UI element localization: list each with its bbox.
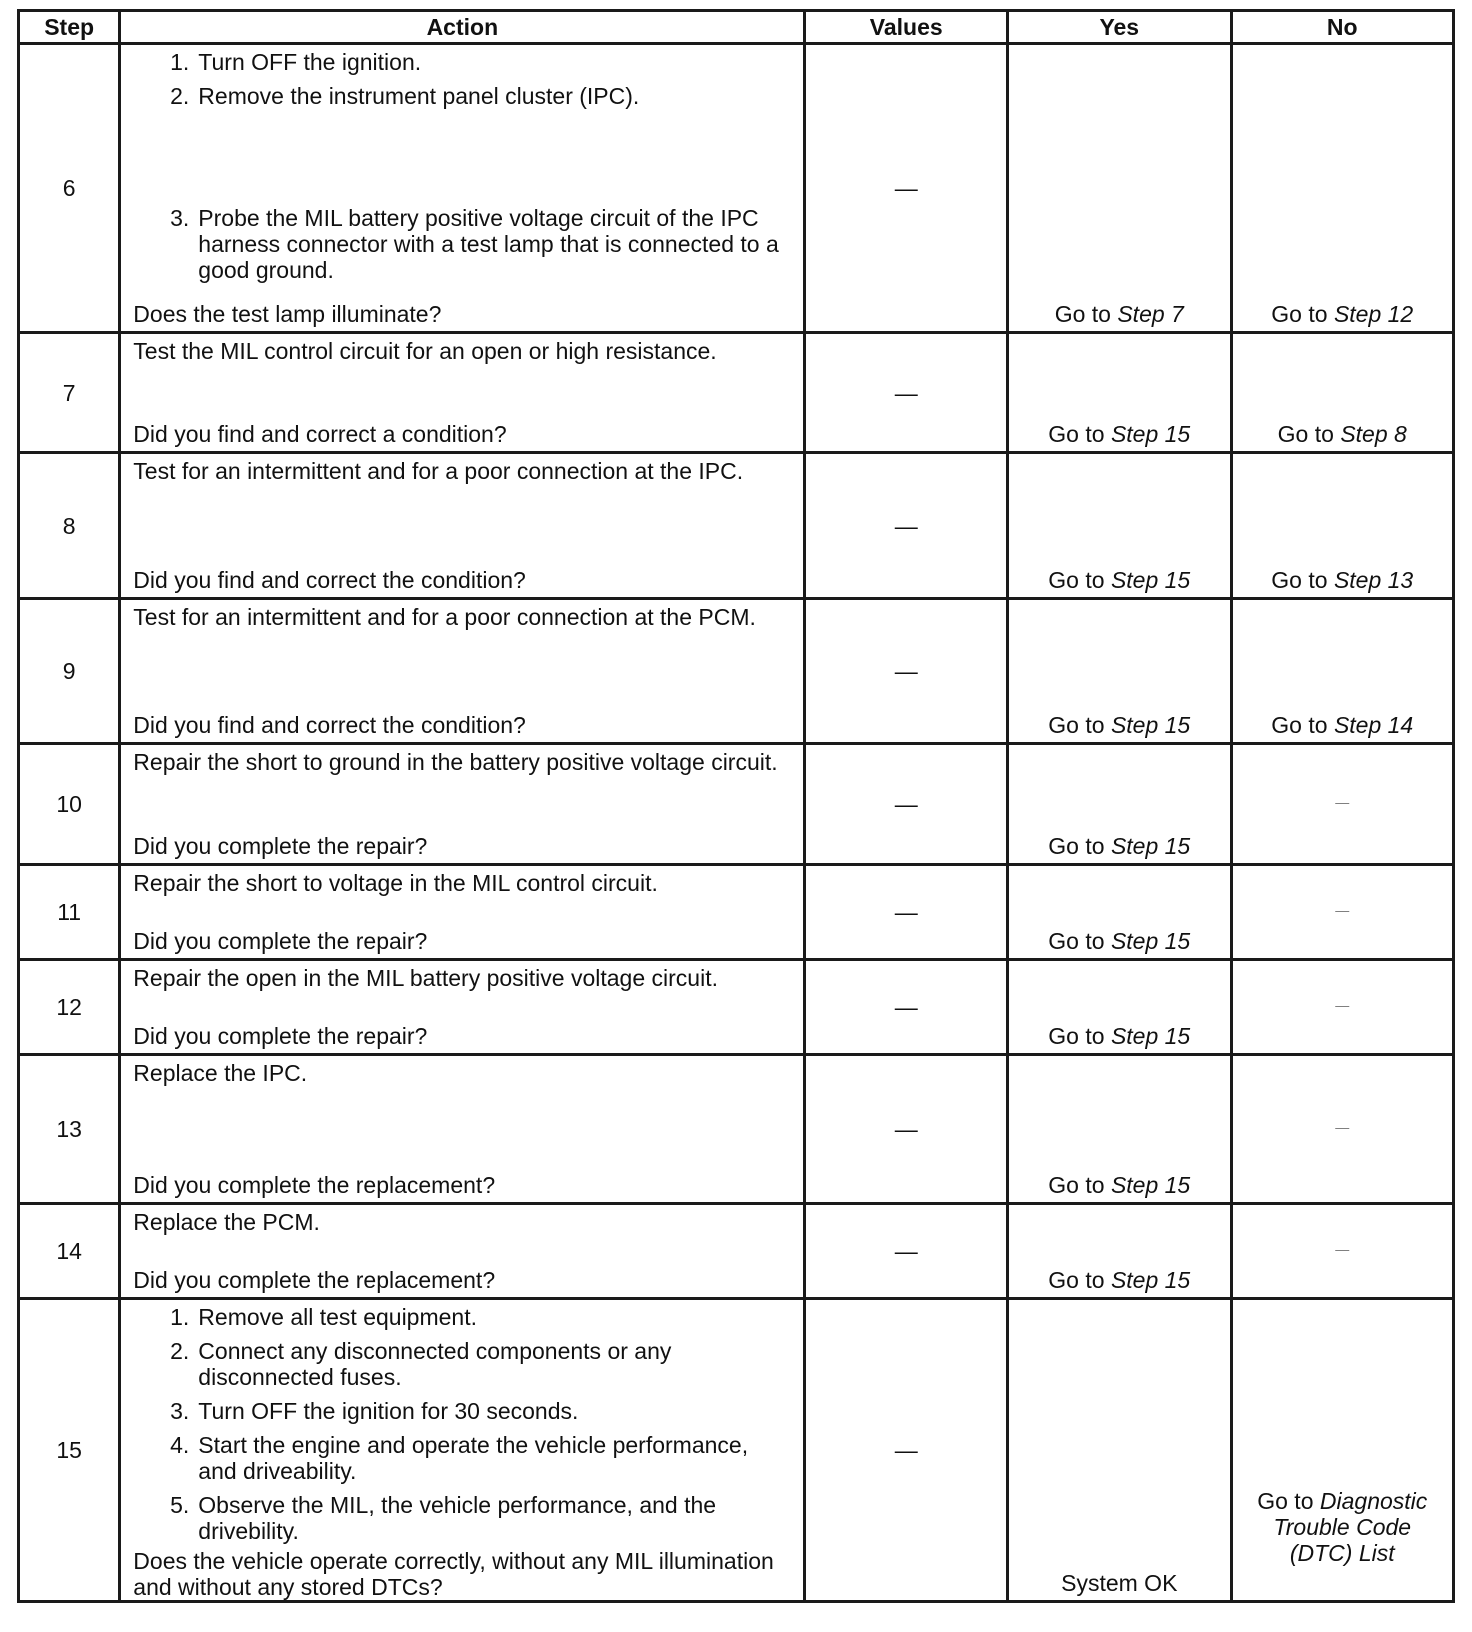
yes-cell [1008,453,1232,599]
action-steps [133,49,791,287]
list-item: 4. Start the engine and operate the vehicle performance, and driveability. [170,1432,749,1484]
values-cell [805,1055,1008,1204]
action-text: Repair the open in the MIL battery positive voltage circuit. [133,965,718,991]
step-number: 7 [19,333,120,453]
action-text: Replace the IPC. [133,1060,308,1086]
values-dash: — [894,791,918,817]
table-row [19,1055,1454,1204]
action-cell [120,599,805,744]
go-to-prefix: Go to [1048,567,1105,593]
action-text: Repair the short to voltage in the MIL control circuit. [133,870,658,896]
values-dash: — [894,175,918,201]
action-cell [120,44,805,333]
table-row [19,865,1454,960]
action-question: Did you complete the repair? [133,833,428,859]
values-cell [805,960,1008,1055]
list-item: 5. Observe the MIL, the vehicle performance, and the drivebility. [170,1492,717,1544]
list-item: 3. Probe the MIL battery positive voltage circuit of the IPC harness connector with a test lamp that is connected to a good ground. [170,205,779,283]
values-cell [805,744,1008,865]
action-text: Repair the short to ground in the battery positive voltage circuit. [133,749,778,775]
step-number: 12 [19,960,120,1055]
action-cell [120,453,805,599]
no-link[interactable]: Diagnostic Trouble Code (DTC) List [1273,1488,1428,1566]
table-row [19,744,1454,865]
step-number: 9 [19,599,120,744]
no-cell [1231,333,1453,453]
action-question: Did you find and correct a condition? [133,421,507,447]
values-cell [805,599,1008,744]
header-row [19,11,1454,44]
yes-cell [1008,1299,1232,1602]
list-item: 1. Turn OFF the ignition. [170,49,422,75]
action-cell [120,960,805,1055]
go-to-prefix: Go to [1048,1023,1105,1049]
values-dash: — [894,1116,918,1142]
action-question: Did you complete the repair? [133,928,428,954]
values-dash: — [894,899,918,925]
values-dash: — [894,379,918,406]
action-cell [120,1299,805,1602]
no-link[interactable]: Step 12 [1333,301,1414,327]
table-row [19,333,1454,453]
no-cell [1231,599,1453,744]
diagnostic-table [17,9,1455,1603]
no-link[interactable]: Step 14 [1333,712,1414,738]
no-link[interactable]: Step 13 [1333,567,1414,593]
action-cell [120,333,805,453]
no-cell [1231,1055,1453,1204]
action-cell [120,1055,805,1204]
table-row [19,960,1454,1055]
no-cell [1231,865,1453,960]
action-question: Did you find and correct the condition? [133,712,526,738]
go-to-prefix: Go to [1048,421,1105,447]
values-cell [805,1299,1008,1602]
yes-cell [1008,333,1232,453]
go-to-prefix: Go to [1271,567,1328,593]
yes-link[interactable]: Step 15 [1110,928,1191,954]
no-dash: — [1335,1119,1350,1135]
no-cell [1231,744,1453,865]
no-link[interactable]: Step 8 [1340,421,1407,447]
yes-cell [1008,865,1232,960]
values-cell [805,1204,1008,1299]
go-to-prefix: Go to [1048,928,1105,954]
go-to-prefix: Go to [1271,712,1328,738]
go-to-prefix: Go to [1277,421,1334,447]
step-number: 11 [19,865,120,960]
list-item: 2. Connect any disconnected components or any disconnected fuses. [170,1338,672,1390]
values-dash: — [894,994,918,1020]
action-text: Test for an intermittent and for a poor connection at the IPC. [133,458,744,484]
table-row [19,1299,1454,1602]
no-cell [1231,960,1453,1055]
values-cell [805,44,1008,333]
list-item: 1. Remove all test equipment. [170,1304,477,1330]
table-row [19,1204,1454,1299]
yes-link[interactable]: Step 15 [1110,712,1191,738]
go-to-prefix: Go to [1054,301,1111,327]
action-text: Test for an intermittent and for a poor connection at the PCM. [133,604,756,630]
no-cell [1231,44,1453,333]
action-text: Replace the PCM. [133,1209,320,1235]
go-to-prefix: Go to [1257,1488,1314,1514]
action-cell [120,744,805,865]
step-number: 13 [19,1055,120,1204]
yes-cell [1008,744,1232,865]
values-dash: — [894,1238,918,1264]
go-to-prefix: Go to [1048,833,1105,859]
action-question: Did you complete the replacement? [133,1172,496,1198]
values-cell [805,865,1008,960]
action-question: Does the test lamp illuminate? [133,301,442,327]
go-to-prefix: Go to [1048,1172,1105,1198]
yes-cell [1008,44,1232,333]
values-dash: — [894,1437,918,1463]
action-question: Does the vehicle operate correctly, without any MIL illumination and without any stored DTCs? [133,1548,774,1600]
values-dash: — [894,512,918,539]
step-number: 14 [19,1204,120,1299]
values-cell [805,333,1008,453]
values-cell [805,453,1008,599]
action-question: Did you find and correct the condition? [133,567,526,593]
list-item: 2. Remove the instrument panel cluster (IPC). [170,83,640,109]
no-dash: — [1335,902,1350,918]
table-row [19,453,1454,599]
action-question: Did you complete the repair? [133,1023,428,1049]
step-number: 6 [19,44,120,333]
values-dash: — [894,658,918,684]
header-step: Step [19,11,120,44]
action-question: Did you complete the replacement? [133,1267,496,1293]
yes-cell [1008,1055,1232,1204]
step-number: 8 [19,453,120,599]
action-cell [120,1204,805,1299]
action-steps [133,1304,791,1548]
header-values: Values [805,11,1008,44]
no-dash: — [1335,1241,1350,1257]
yes-cell [1008,1204,1232,1299]
go-to-prefix: Go to [1271,301,1328,327]
yes-link[interactable]: Step 15 [1110,1172,1191,1198]
yes-link[interactable]: Step 15 [1110,1023,1191,1049]
yes-cell [1008,599,1232,744]
header-action: Action [120,11,805,44]
yes-link[interactable]: Step 7 [1117,301,1184,327]
yes-link[interactable]: Step 15 [1110,421,1191,447]
go-to-prefix: Go to [1048,712,1105,738]
yes-link[interactable]: Step 15 [1110,1267,1191,1293]
diagnostic-table-container [17,9,1455,1603]
no-dash: — [1335,794,1350,810]
no-cell [1231,453,1453,599]
action-cell [120,865,805,960]
yes-link[interactable]: Step 15 [1110,567,1191,593]
go-to-prefix: Go to [1048,1267,1105,1293]
header-no: No [1231,11,1453,44]
action-text: Test the MIL control circuit for an open or high resistance. [133,338,717,364]
table-row [19,44,1454,333]
header-yes: Yes [1008,11,1232,44]
no-cell [1231,1204,1453,1299]
yes-cell [1008,960,1232,1055]
list-item: 3. Turn OFF the ignition for 30 seconds. [170,1398,579,1424]
table-row [19,599,1454,744]
yes-link[interactable]: Step 15 [1110,833,1191,859]
step-number: 15 [19,1299,120,1602]
no-dash: — [1335,997,1350,1013]
no-cell [1231,1299,1453,1602]
yes-result: System OK [1061,1570,1178,1596]
step-number: 10 [19,744,120,865]
